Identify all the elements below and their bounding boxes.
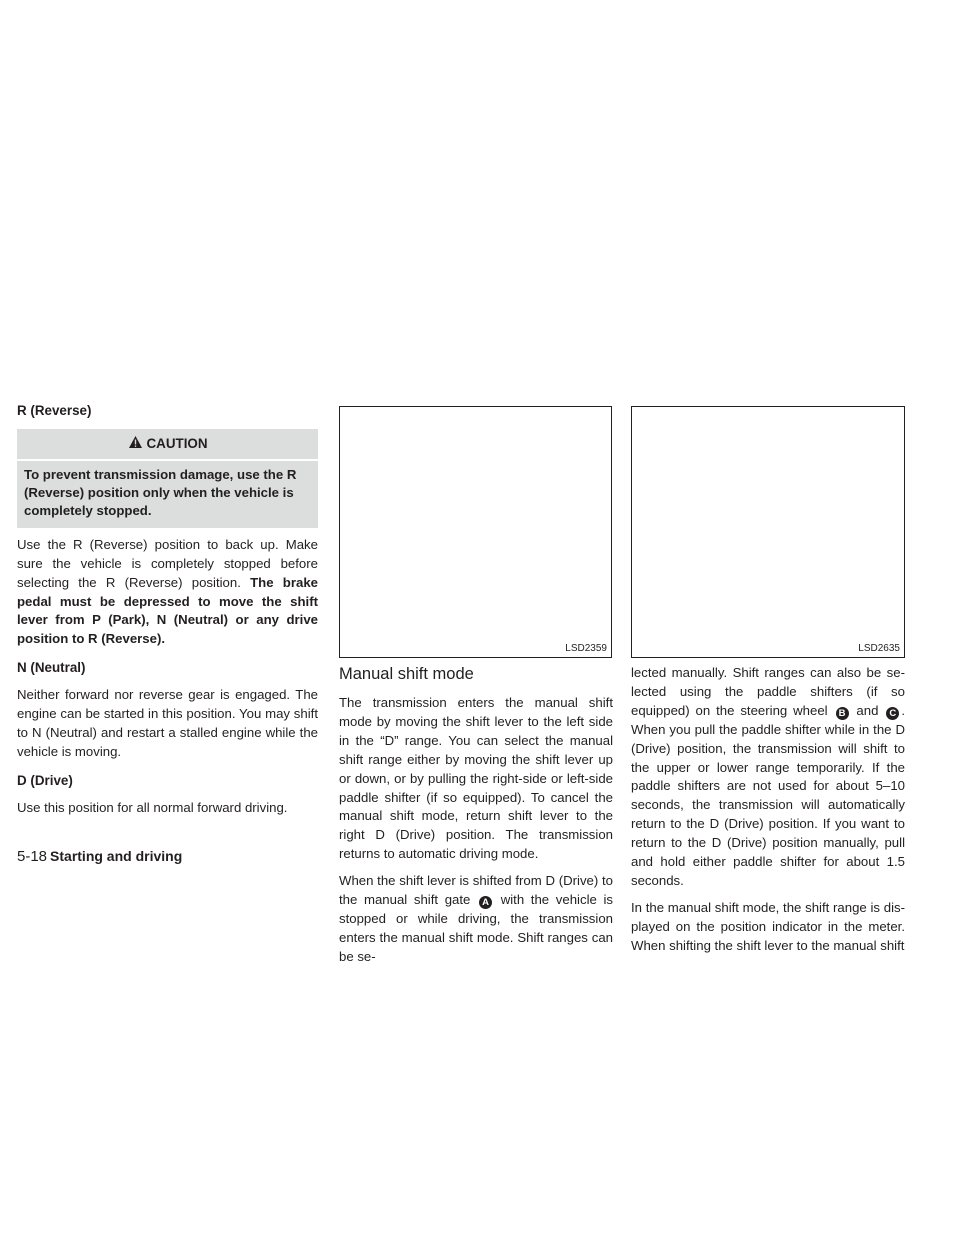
right-column <box>631 664 905 964</box>
r-reverse-paragraph <box>17 536 318 649</box>
position-indicator-paragraph: In the manual shift mode, the shift range is dis- played on the position indicator in the meter. When shifting the shift lever to the manual shift <box>631 899 905 953</box>
para-r1-and: and <box>856 702 879 718</box>
manual-shift-paragraph-1: The transmission enters the manual shift mode by moving the shift lever to the left side in the “D” range. You can select the manual shift range either by moving the shift lever up or down, or by pulling the right-side or left-side paddle shifter (if so equipped). To cancel the manual shift mode, return shift lever to the right D (Drive) position. The transmission returns to automatic driving mode. <box>339 695 613 862</box>
r-reverse-warning-text: The brake pedal must be depressed to move the shift lever from P (Park), N (Neutral) or any drive position to R (Reverse). <box>17 574 318 647</box>
page-number: 5-18 <box>17 848 48 865</box>
middle-column <box>339 664 613 975</box>
caution-divider <box>17 459 318 461</box>
figure-paddle-shifters <box>631 406 905 658</box>
para-r1-text-b: . When you pull the paddle shifter while in the D (Drive) position, the transmission will shift to the upper or lower range temporarily. If the paddle shifters are not used for about 5–10 seconds, the transmission will automatically return to the D (Drive) position. If you want to return to the D (Drive) position manually, pull and hold either paddle shifter for about 1.5 seconds. <box>631 702 906 888</box>
caution-header <box>17 429 318 459</box>
left-column <box>17 402 318 826</box>
paddle-shifter-paragraph <box>631 664 905 891</box>
manual-shift-paragraph-2 <box>339 872 613 967</box>
figure-shift-lever <box>339 406 612 658</box>
marker-c-icon: C <box>886 707 899 720</box>
n-neutral-heading: N (Neutral) <box>17 660 86 676</box>
caution-text: To prevent transmission damage, use the R (Reverse) position only when the vehicle is completely stopped. <box>24 466 297 518</box>
r-reverse-heading: R (Reverse) <box>17 403 92 418</box>
section-name: Starting and driving <box>50 848 183 864</box>
marker-a-icon: A <box>479 896 492 909</box>
d-drive-heading: D (Drive) <box>17 772 73 788</box>
figure-code-1: LSD2359 <box>565 643 607 654</box>
para2-text-b: with the vehicle is stopped or while driving, the transmission enters the manual shift mode. Shift ranges can be se- <box>339 892 613 964</box>
para-r1-text-a: lected manually. Shift ranges can also be se- lected using the paddle shifters (if so equipped) on the steering wheel <box>631 665 905 718</box>
caution-box <box>17 429 318 528</box>
r-reverse-text: Use the R (Reverse) position to back up. Make sure the vehicle is completely stopped before selecting the R (Reverse) position. <box>17 536 318 590</box>
page-footer <box>17 847 182 866</box>
warning-icon <box>128 435 143 455</box>
marker-b-icon: B <box>836 707 849 720</box>
para2-text-a: When the shift lever is shifted from D (Drive) to the manual shift gate <box>339 873 613 908</box>
caution-label: CAUTION <box>146 436 208 452</box>
n-neutral-paragraph: Neither forward nor reverse gear is engaged. The engine can be started in this position. You may shift to N (Neutral) and restart a stalled engine while the vehicle is moving. <box>17 687 318 759</box>
d-drive-paragraph: Use this position for all normal forward driving. <box>17 799 288 815</box>
section-title: Manual shift mode <box>339 665 474 683</box>
figure-code-2: LSD2635 <box>858 643 900 654</box>
